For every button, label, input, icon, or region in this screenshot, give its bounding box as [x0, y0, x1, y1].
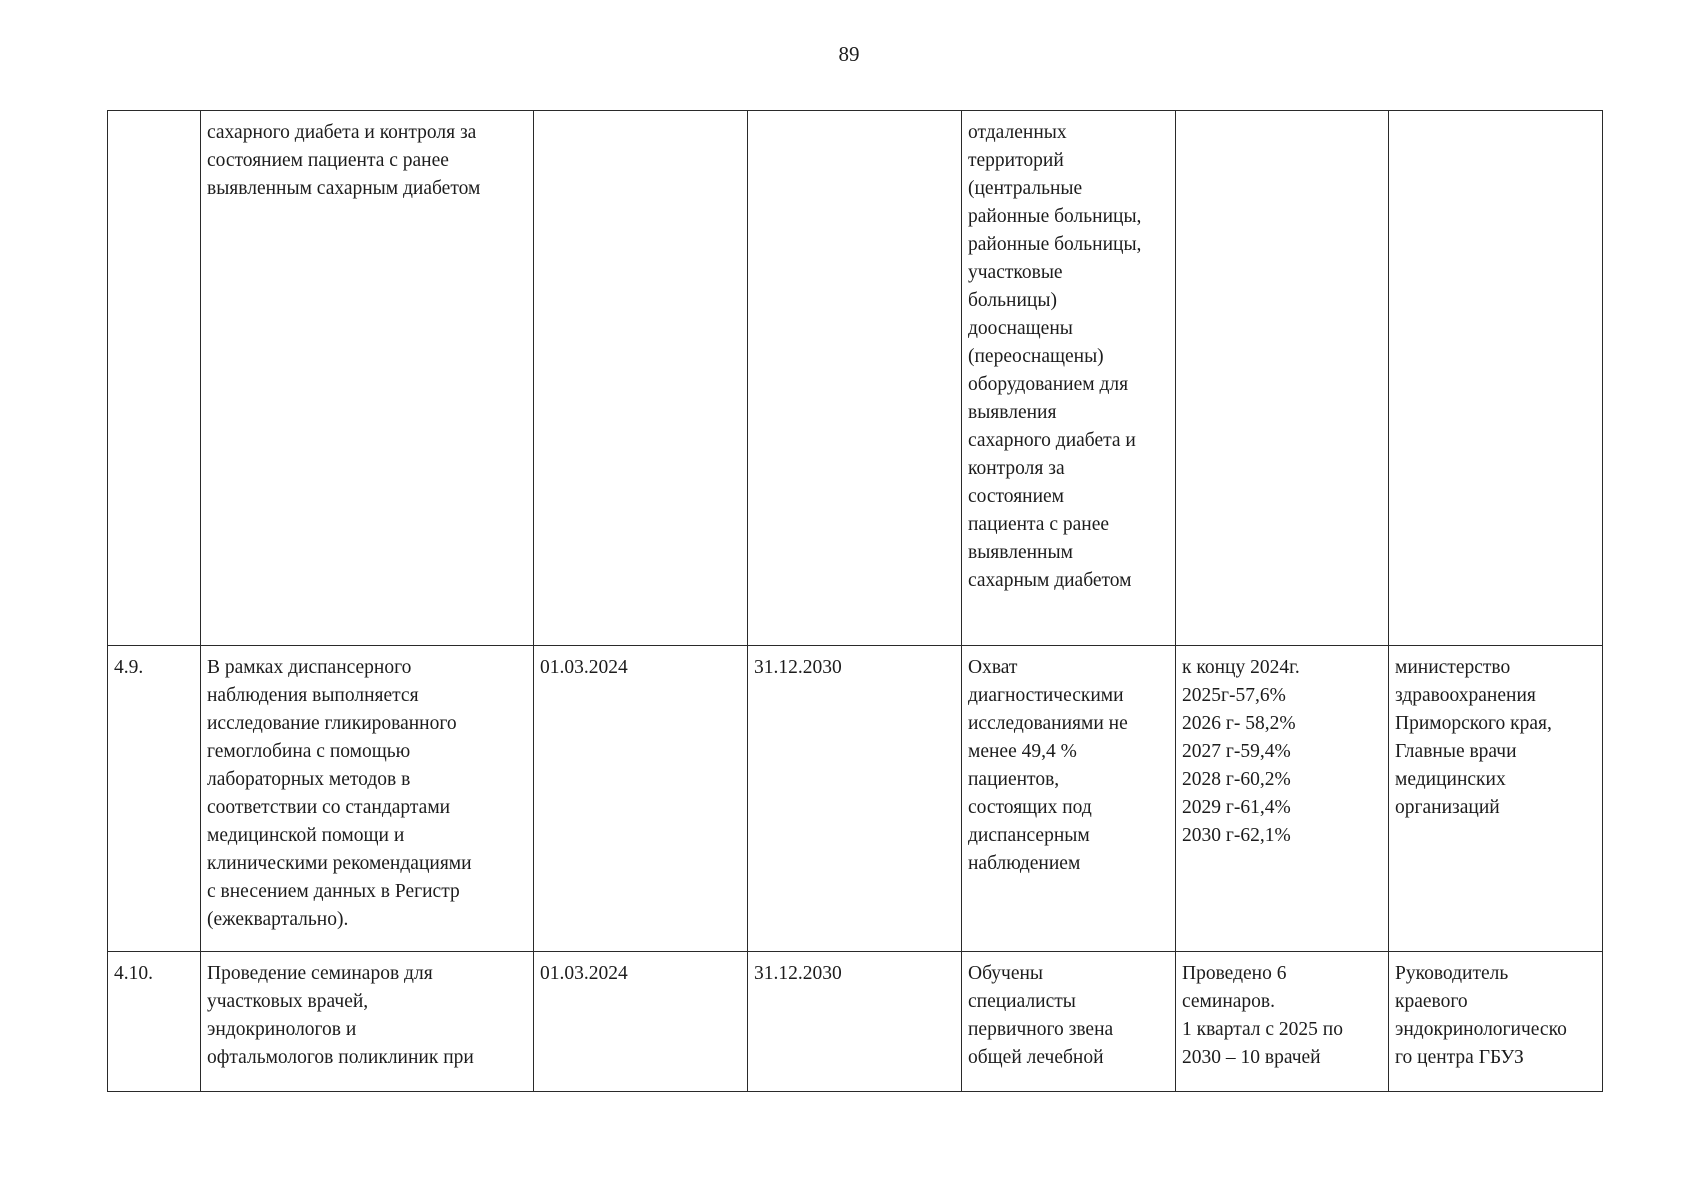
start-date-cell: 01.03.2024: [534, 646, 748, 952]
table-row: [108, 111, 1603, 646]
result-cell: Охват диагностическими исследованиями не менее 49,4 % пациентов, состоящих под диспансерным наблюдением: [962, 646, 1176, 952]
table-row: [108, 646, 1603, 952]
responsible-cell: министерство здравоохранения Приморского края, Главные врачи медицинских организаций: [1389, 646, 1603, 952]
row-number-cell: [108, 111, 201, 646]
result-cell: Обучены специалисты первичного звена общей лечебной: [962, 952, 1176, 1092]
table-row: [108, 952, 1603, 1092]
end-date-cell: 31.12.2030: [748, 646, 962, 952]
end-date-cell: [748, 111, 962, 646]
result-cell: отдаленных территорий (центральные районные больницы, районные больницы, участковые больницы) дооснащены (переоснащены) оборудованием для выявления сахарного диабета и контроля за состоянием пациента с ранее выявленным сахарным диабетом: [962, 111, 1176, 646]
row-number-cell: 4.9.: [108, 646, 201, 952]
row-number-cell: 4.10.: [108, 952, 201, 1092]
end-date-cell: 31.12.2030: [748, 952, 962, 1092]
activity-cell: В рамках диспансерного наблюдения выполняется исследование гликированного гемоглобина с помощью лабораторных методов в соответствии со стандартами медицинской помощи и клиническими рекомендациями с внесением данных в Регистр (ежеквартально).: [201, 646, 534, 952]
measures-table: [107, 110, 1603, 1092]
responsible-cell: Руководитель краевого эндокринологическо го центра ГБУЗ: [1389, 952, 1603, 1092]
activity-cell: Проведение семинаров для участковых врачей, эндокринологов и офтальмологов поликлиник при: [201, 952, 534, 1092]
responsible-cell: [1389, 111, 1603, 646]
activity-cell: сахарного диабета и контроля за состоянием пациента с ранее выявленным сахарным диабетом: [201, 111, 534, 646]
page-number: 89: [838, 42, 860, 66]
indicator-cell: Проведено 6 семинаров. 1 квартал с 2025 по 2030 – 10 врачей: [1176, 952, 1389, 1092]
start-date-cell: [534, 111, 748, 646]
start-date-cell: 01.03.2024: [534, 952, 748, 1092]
indicator-cell: [1176, 111, 1389, 646]
indicator-cell: к концу 2024г. 2025г-57,6% 2026 г- 58,2% 2027 г-59,4% 2028 г-60,2% 2029 г-61,4% 2030 г-62,1%: [1176, 646, 1389, 952]
